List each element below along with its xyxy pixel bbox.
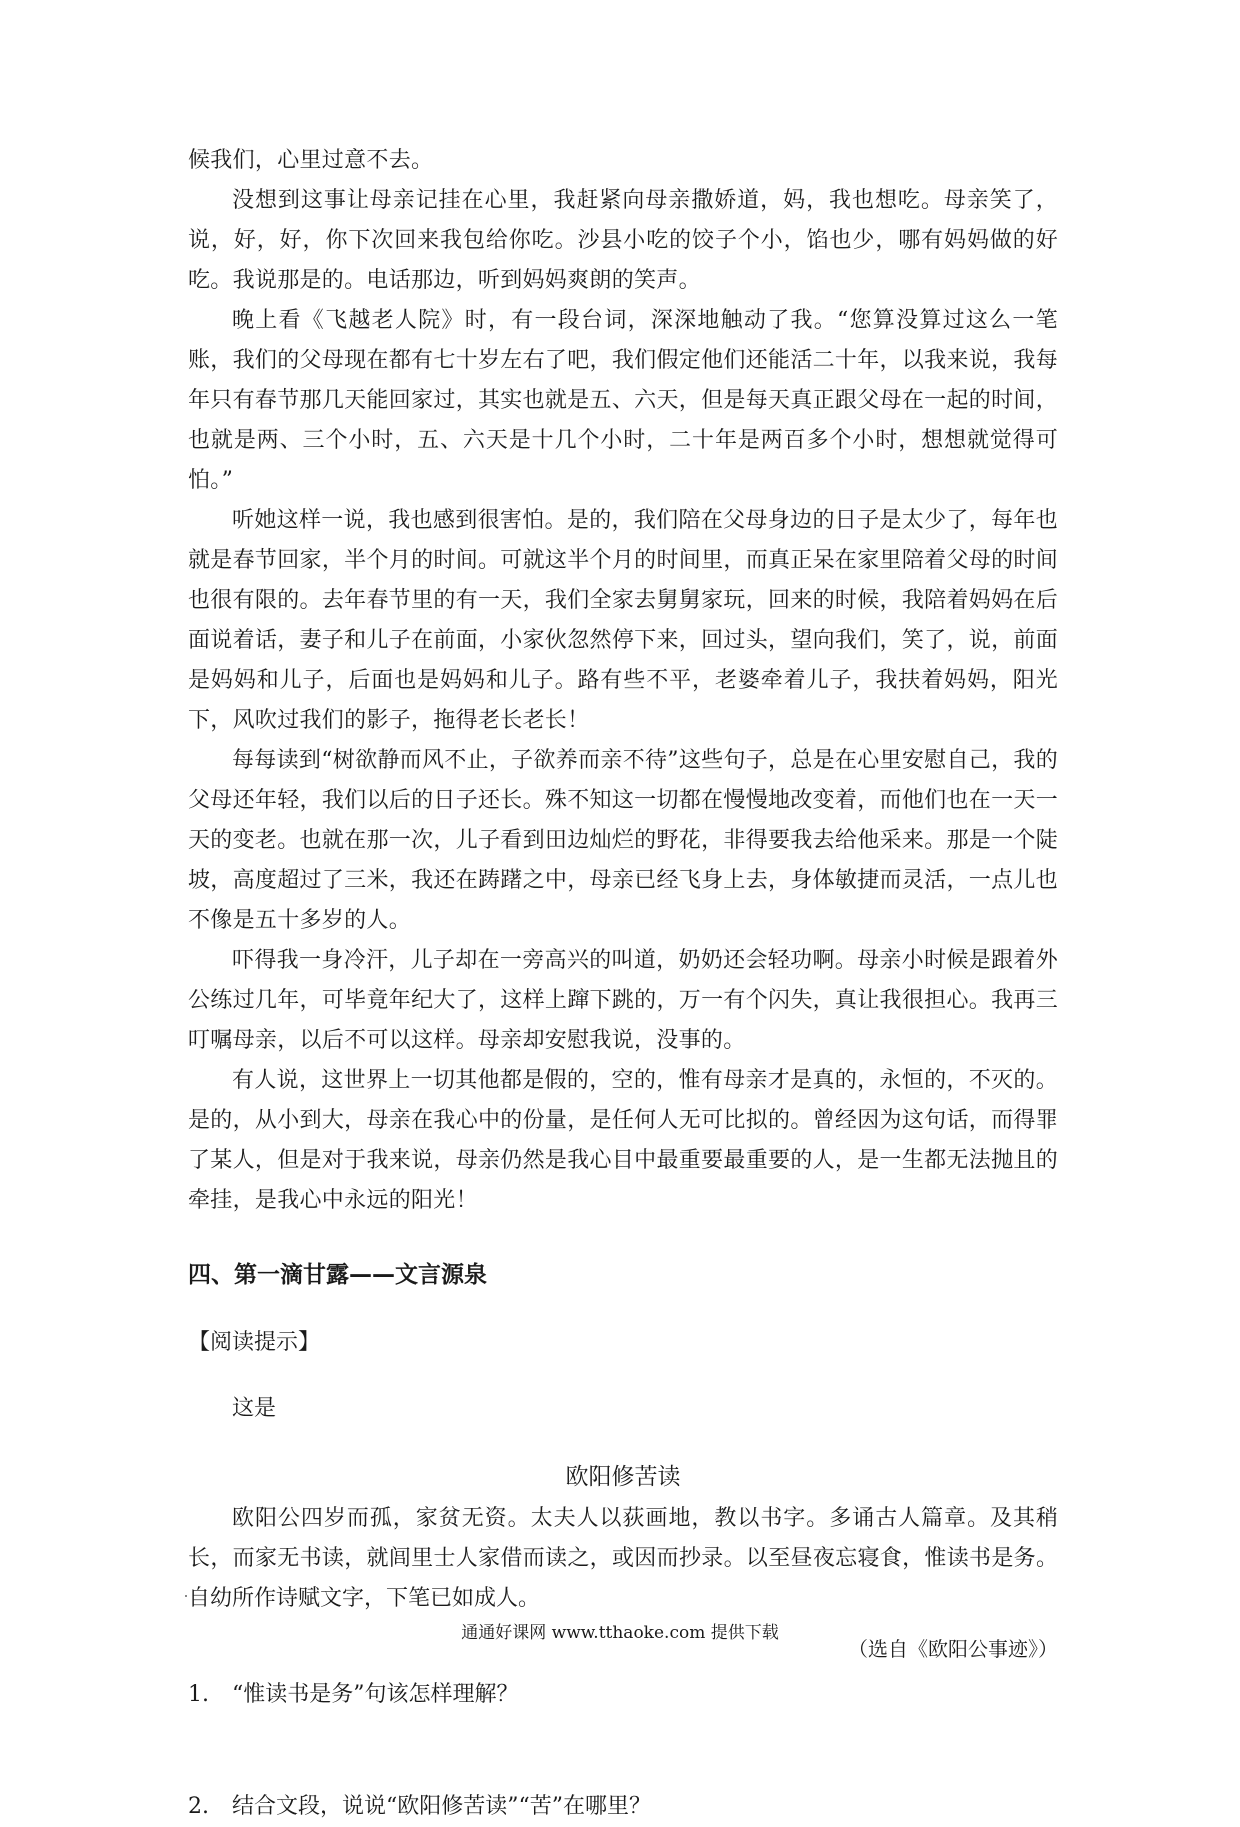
reading-tip-label: 【阅读提示】 (188, 1330, 321, 1355)
paragraph: 有人说，这世界上一切其他都是假的，空的，惟有母亲才是真的，永恒的，不灭的。是的，从小到大，母亲在我心中的份量，是任何人无可比拟的。曾经因为这句话，而得罪了某人，但是对于我来说，母亲仍然是我心目中最重要最重要的人，是一生都无法抛且的牵挂，是我心中永远的阳光！ (188, 1068, 1058, 1213)
classical-text-title: 欧阳修苦读 (565, 1464, 681, 1490)
question-number: 2. (188, 1794, 209, 1819)
question-text: “惟读书是务”句该怎样理解？ (232, 1682, 519, 1707)
paragraph: 每每读到“树欲静而风不止，子欲养而亲不待”这些句子，总是在心里安慰自己，我的父母还年轻，我们以后的日子还长。殊不知这一切都在慢慢地改变着，而他们也在一天一天的变老。也就在那一次，儿子看到田边灿烂的野花，非得要我去给他采来。那是一个陡坡，高度超过了三米，我还在踌躇之中，母亲已经飞身上去，身体敏捷而灵活，一点儿也不像是五十多岁的人。 (188, 748, 1058, 933)
page-footer: 通通好课网 www.tthaoke.com 提供下载 (461, 1623, 779, 1643)
content-area (188, 141, 1058, 1827)
question-item (188, 1675, 1058, 1715)
question-text: 结合文段，说说“欧阳修苦读”“苦”在哪里？ (232, 1794, 651, 1819)
question-number: 1. (188, 1682, 209, 1707)
classical-text-body: 欧阳公四岁而孤，家贫无资。太夫人以荻画地，教以书字。多诵古人篇章。及其稍长，而家无书读，就闾里士人家借而读之，或因而抄录。以至昼夜忘寝食，惟读书是务。自幼所作诗赋文字，下笔已如成人。 (188, 1506, 1058, 1611)
paragraph: 没想到这事让母亲记挂在心里，我赶紧向母亲撒娇道，妈，我也想吃。母亲笑了，说，好，好，你下次回来我包给你吃。沙县小吃的饺子个小，馅也少，哪有妈妈做的好吃。我说那是的。电话那边，听到妈妈爽朗的笑声。 (188, 188, 1058, 293)
section-heading: 四、第一滴甘露——文言源泉 (188, 1262, 487, 1288)
scan-mark (185, 1595, 187, 1597)
paragraph: 听她这样一说，我也感到很害怕。是的，我们陪在父母身边的日子是太少了，每年也就是春节回家，半个月的时间。可就这半个月的时间里，而真正呆在家里陪着父母的时间也很有限的。去年春节里的有一天，我们全家去舅舅家玩，回来的时候，我陪着妈妈在后面说着话，妻子和儿子在前面，小家伙忽然停下来，回过头，望向我们，笑了，说，前面是妈妈和儿子，后面也是妈妈和儿子。路有些不平，老婆牵着儿子，我扶着妈妈，阳光下，风吹过我们的影子，拖得老长老长！ (188, 508, 1058, 733)
paragraph-continuation: 候我们，心里过意不去。 (188, 148, 434, 173)
paragraph: 晚上看《飞越老人院》时，有一段台词，深深地触动了我。“您算没算过这么一笔账，我们的父母现在都有七十岁左右了吧，我们假定他们还能活二十年，以我来说，我每年只有春节那几天能回家过，其实也就是五、六天，但是每天真正跟父母在一起的时间，也就是两、三个小时，五、六天是十几个小时，二十年是两百多个小时，想想就觉得可怕。” (188, 308, 1058, 493)
paragraph: 吓得我一身冷汗，儿子却在一旁高兴的叫道，奶奶还会轻功啊。母亲小时候是跟着外公练过几年，可毕竟年纪大了，这样上蹿下跳的，万一有个闪失，真让我很担心。我再三叮嘱母亲，以后不可以这样。母亲却安慰我说，没事的。 (188, 948, 1058, 1053)
question-item (188, 1787, 1058, 1827)
classical-text-source: （选自《欧阳公事迹》） (848, 1637, 1058, 1661)
reading-tip-text: 这是 (232, 1396, 277, 1421)
